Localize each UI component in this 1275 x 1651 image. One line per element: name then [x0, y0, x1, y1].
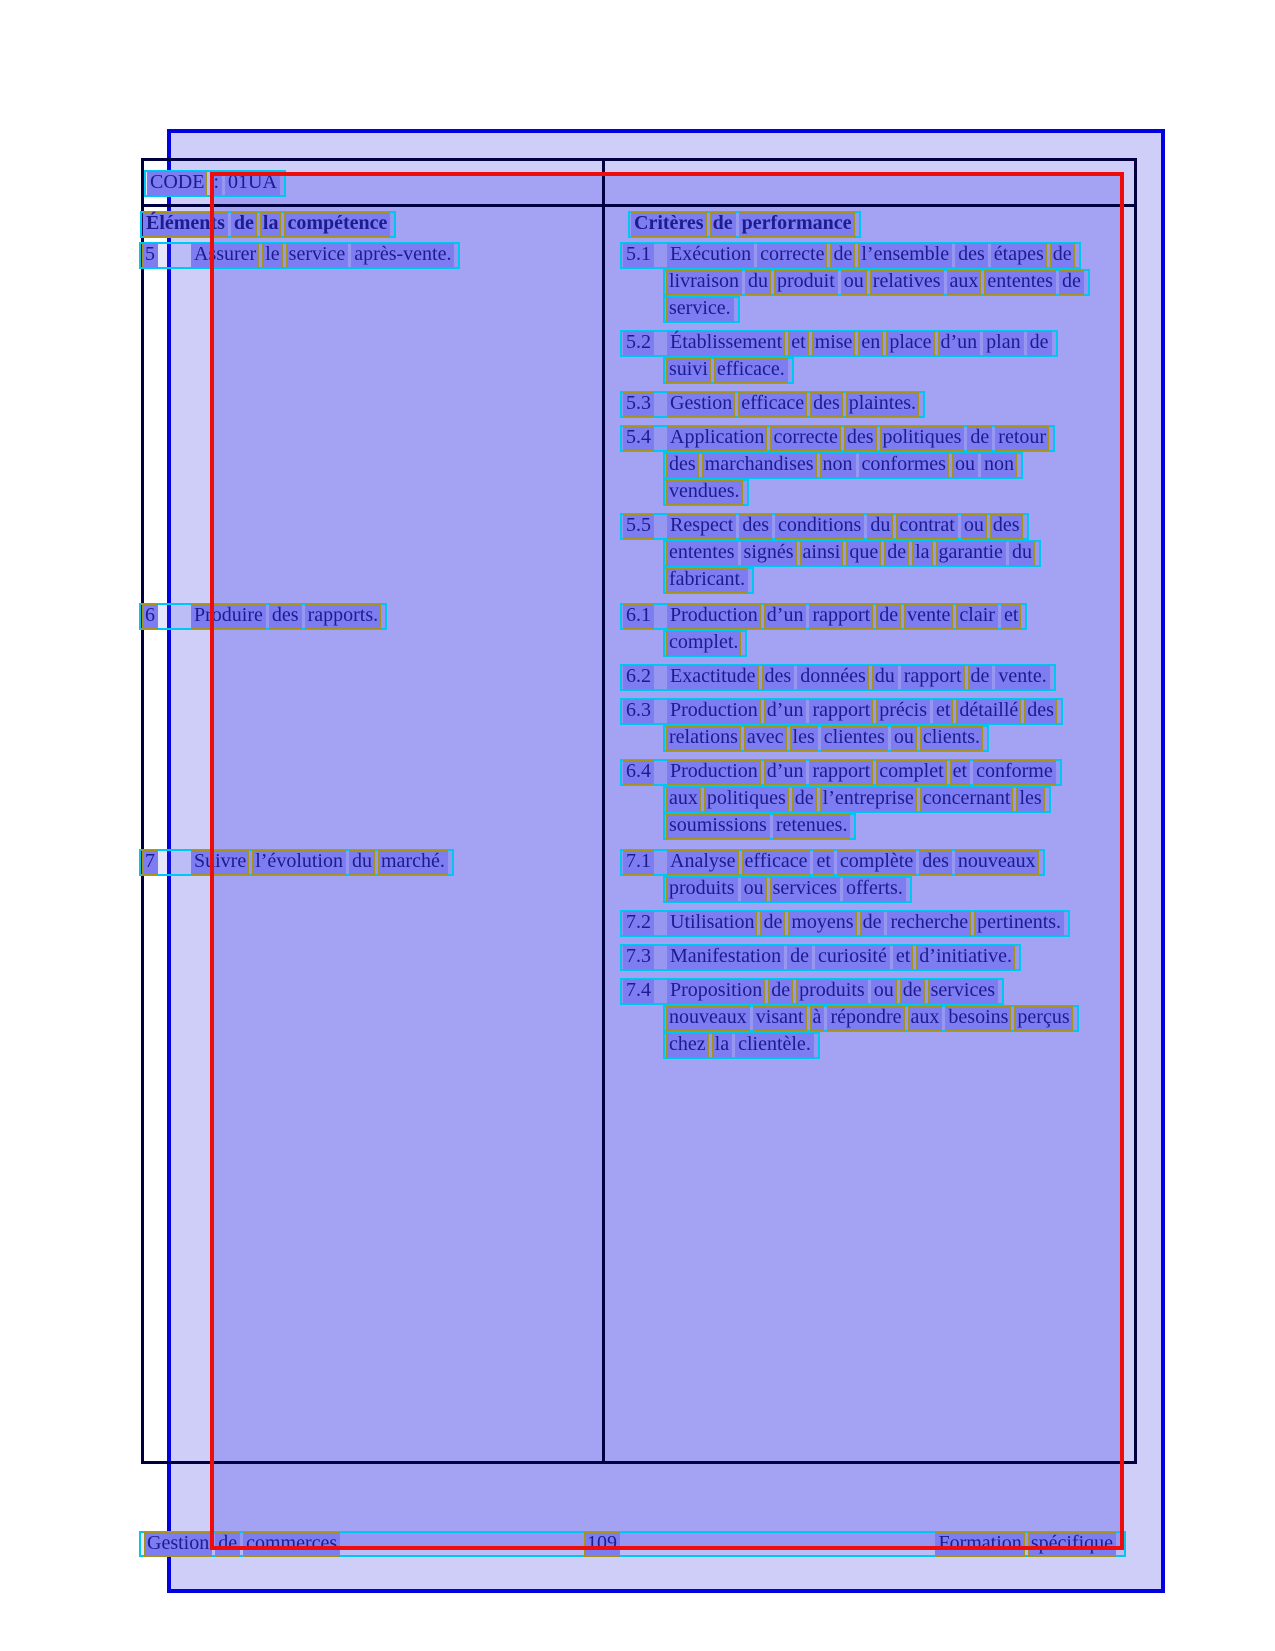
word-box: des: [810, 392, 843, 417]
number-gap: [657, 923, 667, 924]
word-box: concernant: [920, 787, 1014, 812]
word-box: les: [1016, 787, 1044, 812]
word-box: de: [830, 243, 855, 268]
word-box: aux: [947, 270, 982, 295]
item-number: 7.2: [623, 911, 654, 936]
word-box: Production: [667, 604, 761, 629]
word-box: relations: [666, 726, 741, 751]
criterion-line: [620, 944, 1021, 971]
word-box: services: [770, 877, 840, 902]
number-gap: [161, 862, 191, 863]
word-box: en: [858, 331, 883, 356]
word-box: commerces: [243, 1532, 340, 1557]
criterion-line: [663, 567, 754, 594]
word-box: Respect: [667, 514, 736, 539]
word-box: et: [788, 331, 808, 356]
word-box: aux: [908, 1006, 943, 1031]
word-box: rapport: [809, 760, 873, 785]
word-box: 01UA: [225, 171, 280, 196]
word-box: Production: [667, 760, 761, 785]
word-box: curiosité: [815, 945, 890, 970]
number-gap: [657, 957, 667, 958]
word-box: d’un: [938, 331, 981, 356]
element-line: [139, 242, 460, 269]
word-box: Exécution: [667, 243, 754, 268]
word-box: ententes: [984, 270, 1056, 295]
word-box: clients.: [920, 726, 983, 751]
word-box: rapport: [809, 699, 873, 724]
word-box: aux: [666, 787, 701, 812]
item-number: 5.3: [623, 392, 654, 417]
word-box: Manifestation: [667, 945, 784, 970]
word-box: complète: [837, 850, 916, 875]
word-box: de: [967, 426, 992, 451]
word-box: et: [1001, 604, 1021, 629]
word-box: des: [919, 850, 952, 875]
word-box: Exactitude: [667, 665, 759, 690]
word-box: performance: [739, 212, 855, 237]
word-box: garantie: [936, 541, 1006, 566]
word-box: politiques: [704, 787, 789, 812]
word-box: de: [1027, 331, 1052, 356]
word-box: que: [846, 541, 881, 566]
word-box: politiques: [880, 426, 965, 451]
criterion-line: [663, 1032, 820, 1059]
criterion-line: [620, 910, 1070, 937]
word-box: recherche: [887, 911, 971, 936]
footer-right: [932, 1531, 1122, 1558]
word-box: 109: [584, 1532, 620, 1557]
word-box: produits: [796, 979, 868, 1004]
item-number: 7: [142, 850, 158, 875]
criterion-line: [620, 698, 1063, 725]
word-box: correcte: [770, 426, 840, 451]
header-criteres: [628, 211, 861, 238]
word-box: Application: [667, 426, 767, 451]
number-gap: [657, 616, 667, 617]
item-number: 6.1: [623, 604, 654, 629]
word-box: conformes: [859, 453, 949, 478]
word-box: des: [844, 426, 877, 451]
criterion-line: [620, 978, 1004, 1005]
word-box: produits: [666, 877, 738, 902]
item-number: 6: [142, 604, 158, 629]
word-box: de: [1059, 270, 1084, 295]
word-box: complet: [876, 760, 946, 785]
word-box: la: [912, 541, 932, 566]
word-box: efficace: [738, 392, 807, 417]
criterion-line: [663, 725, 989, 752]
word-box: efficace.: [714, 358, 788, 383]
number-gap: [657, 526, 667, 527]
item-number: 6.4: [623, 760, 654, 785]
number-gap: [657, 991, 667, 992]
word-box: retour: [995, 426, 1049, 451]
word-box: des: [269, 604, 302, 629]
word-box: des: [739, 514, 772, 539]
item-number: 5.2: [623, 331, 654, 356]
word-box: d’un: [764, 604, 807, 629]
criterion-line: [620, 513, 1029, 540]
word-box: signés: [741, 541, 797, 566]
item-number: 7.4: [623, 979, 654, 1004]
word-box: la: [712, 1033, 732, 1058]
word-box: la: [260, 212, 282, 237]
word-box: des: [762, 665, 795, 690]
footer-left: [141, 1531, 346, 1558]
word-box: le: [262, 243, 282, 268]
word-box: de: [884, 541, 909, 566]
criterion-line: [620, 391, 925, 418]
word-box: visant: [753, 1006, 807, 1031]
word-box: et: [933, 699, 953, 724]
word-box: du: [1009, 541, 1035, 566]
word-box: plan: [983, 331, 1023, 356]
item-number: 5.5: [623, 514, 654, 539]
word-box: de: [860, 911, 885, 936]
word-box: à: [810, 1006, 825, 1031]
word-box: produit: [774, 270, 838, 295]
word-box: d’un: [764, 699, 807, 724]
word-box: service: [286, 243, 349, 268]
word-box: de: [215, 1532, 240, 1557]
word-box: retenues.: [773, 814, 851, 839]
word-box: livraison: [666, 270, 742, 295]
word-box: offerts.: [843, 877, 906, 902]
word-box: Formation: [935, 1532, 1024, 1557]
word-box: les: [790, 726, 818, 751]
criterion-line: [663, 540, 1041, 567]
word-box: l’évolution: [252, 850, 346, 875]
word-box: :: [210, 171, 222, 196]
word-box: Établissement: [667, 331, 785, 356]
number-gap: [657, 343, 667, 344]
word-box: de: [876, 604, 901, 629]
word-box: suivi: [666, 358, 711, 383]
item-number: 5.4: [623, 426, 654, 451]
word-box: rapport: [901, 665, 965, 690]
word-box: Proposition: [667, 979, 765, 1004]
word-box: fabricant.: [666, 568, 748, 593]
word-box: répondre: [827, 1006, 904, 1031]
criterion-line: [663, 357, 794, 384]
item-number: 6.2: [623, 665, 654, 690]
criterion-line: [620, 849, 1045, 876]
number-gap: [657, 677, 667, 678]
word-box: Gestion: [667, 392, 735, 417]
word-box: nouveaux: [955, 850, 1039, 875]
word-box: et: [813, 850, 833, 875]
criterion-line: [663, 786, 1051, 813]
criterion-line: [663, 1005, 1079, 1032]
word-box: marchandises: [702, 453, 817, 478]
word-box: ou: [952, 453, 978, 478]
word-box: de: [968, 665, 993, 690]
word-box: d’un: [764, 760, 807, 785]
word-box: Production: [667, 699, 761, 724]
word-box: des: [666, 453, 699, 478]
word-box: du: [872, 665, 898, 690]
word-box: avec: [744, 726, 787, 751]
header-elements: [140, 211, 396, 238]
word-box: contrat: [896, 514, 958, 539]
number-gap: [161, 616, 191, 617]
word-box: Critères: [631, 212, 707, 237]
item-number: 5: [142, 243, 158, 268]
word-box: conditions: [775, 514, 864, 539]
word-box: CODE: [147, 171, 207, 196]
number-gap: [657, 772, 667, 773]
number-gap: [657, 255, 667, 256]
word-box: et: [950, 760, 970, 785]
word-box: l’ensemble: [858, 243, 952, 268]
word-box: ententes: [666, 541, 738, 566]
word-box: des: [990, 514, 1023, 539]
word-box: Analyse: [667, 850, 739, 875]
word-box: après-vente.: [351, 243, 454, 268]
item-number: 5.1: [623, 243, 654, 268]
criterion-line: [620, 330, 1058, 357]
word-box: mise: [812, 331, 856, 356]
word-box: place: [886, 331, 934, 356]
word-box: de: [787, 945, 812, 970]
number-gap: [657, 862, 667, 863]
word-box: du: [349, 850, 375, 875]
criterion-line: [663, 296, 740, 323]
word-box: Gestion: [144, 1532, 212, 1557]
word-box: correcte: [757, 243, 827, 268]
word-box: du: [745, 270, 771, 295]
word-box: de: [792, 787, 817, 812]
criterion-line: [663, 452, 1023, 479]
criterion-line: [663, 876, 912, 903]
criterion-line: [663, 269, 1090, 296]
criterion-line: [620, 242, 1081, 269]
word-box: non: [981, 453, 1017, 478]
word-box: nouveaux: [666, 1006, 750, 1031]
item-number: 7.1: [623, 850, 654, 875]
word-box: et: [893, 945, 913, 970]
word-box: chez: [666, 1033, 709, 1058]
word-box: rapports.: [305, 604, 382, 629]
word-box: clientèle.: [735, 1033, 814, 1058]
element-line: [139, 849, 454, 876]
number-gap: [657, 404, 667, 405]
word-box: du: [867, 514, 893, 539]
word-box: des: [1024, 699, 1057, 724]
number-gap: [657, 711, 667, 712]
code-line: [144, 170, 286, 197]
word-box: pertinents.: [974, 911, 1064, 936]
word-box: complet.: [666, 631, 741, 656]
number-gap: [657, 438, 667, 439]
word-box: clientes: [821, 726, 888, 751]
word-box: ou: [741, 877, 767, 902]
word-box: de: [760, 911, 785, 936]
word-box: service.: [666, 297, 734, 322]
criterion-line: [663, 630, 747, 657]
number-gap: [161, 255, 191, 256]
footer-page-number: [581, 1531, 626, 1558]
word-box: d’initiative.: [916, 945, 1015, 970]
word-box: rapport: [809, 604, 873, 629]
word-box: ou: [891, 726, 917, 751]
word-box: non: [820, 453, 856, 478]
word-box: ou: [961, 514, 987, 539]
word-box: conforme: [973, 760, 1056, 785]
item-number: 6.3: [623, 699, 654, 724]
word-box: clair: [956, 604, 998, 629]
word-box: données: [797, 665, 869, 690]
word-box: Utilisation: [667, 911, 757, 936]
criterion-line: [620, 603, 1027, 630]
word-box: compétence: [284, 212, 390, 237]
word-box: l’entreprise: [820, 787, 917, 812]
criterion-line: [620, 425, 1055, 452]
word-box: de: [768, 979, 793, 1004]
criterion-line: [620, 759, 1062, 786]
word-box: Éléments: [143, 212, 228, 237]
word-box: efficace: [742, 850, 811, 875]
word-box: vente.: [995, 665, 1049, 690]
word-box: des: [955, 243, 988, 268]
word-box: détaillé: [956, 699, 1021, 724]
word-box: vendues.: [666, 480, 743, 505]
word-box: de: [231, 212, 257, 237]
word-box: ou: [871, 979, 897, 1004]
word-box: services: [928, 979, 998, 1004]
word-box: vente: [904, 604, 953, 629]
word-box: étapes: [991, 243, 1047, 268]
criterion-line: [663, 813, 856, 840]
item-number: 7.3: [623, 945, 654, 970]
word-box: précis: [876, 699, 930, 724]
element-line: [139, 603, 387, 630]
word-box: spécifique: [1028, 1532, 1116, 1557]
word-box: perçus: [1014, 1006, 1072, 1031]
criterion-line: [620, 664, 1056, 691]
word-box: Assurer: [191, 243, 259, 268]
word-box: de: [710, 212, 736, 237]
word-box: moyens: [788, 911, 856, 936]
word-box: Produire: [191, 604, 266, 629]
word-box: ou: [841, 270, 867, 295]
criterion-line: [663, 479, 749, 506]
word-box: de: [900, 979, 925, 1004]
word-box: de: [1050, 243, 1075, 268]
word-box: besoins: [945, 1006, 1011, 1031]
word-box: ainsi: [800, 541, 844, 566]
word-box: plaintes.: [846, 392, 919, 417]
word-box: soumissions: [666, 814, 770, 839]
word-box: Suivre: [191, 850, 249, 875]
word-box: relatives: [870, 270, 944, 295]
word-box: marché.: [378, 850, 448, 875]
